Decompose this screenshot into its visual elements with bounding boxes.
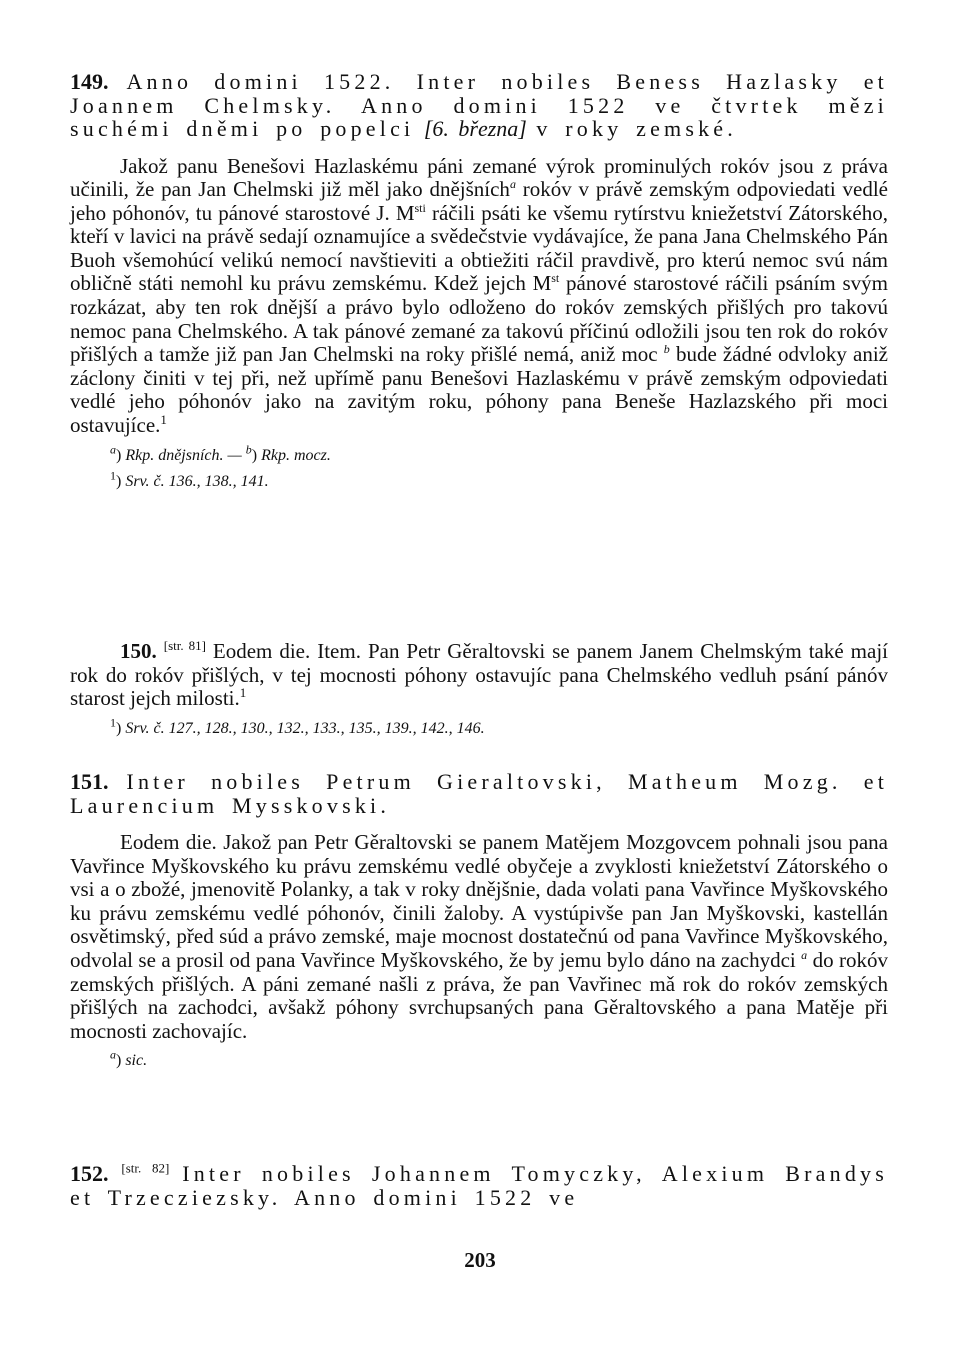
- entry-149: [70, 70, 888, 492]
- entry-150-body: [70, 640, 888, 711]
- entry-151-body: [70, 831, 888, 1043]
- body-text: rokóv v právě zemským odpoviedati vedlé jeho póhonóv, tu pánové starostové J. M: [70, 177, 889, 225]
- footnote-line: $^a$) sic.: [110, 1048, 148, 1070]
- footnote-text: sic.: [125, 1052, 148, 1070]
- body-text: ráčili psáti ke všemu rytírstvu kniežetství Zátorského, kteří v lavici na právě sedají oznamujíce a svědečstvie vydávajíce, že pana Jana Chelmského Pán Buoh všemohúcí velikú nemocí navštieviti a obtiežiti ráčil pravdivě, pro kterú nemoc svú nám obličně státi nemohl ku právu zemskému. Kdež jejch M: [70, 200, 888, 296]
- entry-number: 149.: [70, 69, 109, 94]
- entry-149-body: [70, 155, 888, 438]
- reference-mark: 1: [239, 685, 247, 701]
- footnote-text: Srv. č. 127., 128., 130., 132., 133., 135., 139., 142., 146.: [125, 719, 485, 737]
- footnote-line: $^1$) Srv. č. 127., 128., 130., 132., 133., 135., 139., 142., 146.: [110, 715, 485, 737]
- page-reference: [str. 81]: [163, 638, 206, 653]
- entry-149-heading: [70, 70, 888, 141]
- heading-date: [6. března]: [423, 116, 527, 141]
- reference-mark: 1: [160, 412, 167, 428]
- footnote-mark: b: [245, 442, 252, 457]
- entry-152: [70, 1162, 888, 1209]
- footnote-text: Rkp. dnějsních. —: [125, 446, 242, 464]
- entry-number: 150.: [120, 639, 157, 663]
- footnote-mark: a: [110, 1048, 116, 1063]
- body-text: bude žádné odvloky aniž záclony činiti v tej při, než upřímě panu Benešovi Hazlaskému v právě zemským odpoviedati vedlé jeho póhonóv jako na zavitým roku, póhony pana Beneše Hazlazského při moci ostavujíce.: [70, 342, 888, 438]
- footnote-text: Rkp. mocz.: [261, 446, 331, 464]
- entry-heading-text: Inter nobiles Petrum Gieraltovski, Matheum Mozg. et Laurencium Mysskovski.: [70, 769, 889, 818]
- page-number: 203: [464, 1248, 496, 1272]
- footnote-mark: a: [110, 442, 116, 457]
- entry-heading-tail: v roky zemské.: [536, 116, 737, 141]
- body-text: Eodem die. Item. Pan Petr Gěraltovski se panem Janem Chelmským také mají rok do rokóv přišlých, v tej mocnosti póhony ostavujíc pana Chelmského vedluh psání pánóv starost jejch milosti.: [70, 639, 888, 711]
- page-reference: [str. 82]: [121, 1160, 170, 1176]
- entry-151-heading: [70, 770, 888, 817]
- body-text: do rokóv zemských přišlých. A páni zemané našli z práva, že pan Vavřinec mǎ rok do rokóv zemských přišlých na zachodci, avšakž póhony svrchupsaných pana Gěraltovského a pana Matěje při mocnosti zachovajíc.: [70, 947, 889, 1043]
- body-text: Eodem die. Jakož pan Petr Gěraltovski se panem Matějem Mozgovcem pohnali jsou pana Vavřince Myškovského ku právu zemskému vedlé obyčeje a zvyklosti kniežetství Zátorského o vsi a o zbožé, jmenovitě Polanky, a tak v roky dnějšnie, dada volati pana Vavřince Myškovského ku právu zemskému vedlé póhonóv, činili žaloby. A vystúpivše pan Jan Myškovski, kastellán osvětimský, před súd a právo zemské, maje mocnost dostatečnú od pana Vavřince Myškovského, odvolal se a prosil od pana Vavřince Myškovského, že by jemu bylo dáno na zachydci: [70, 830, 888, 972]
- entry-number: 151.: [70, 769, 109, 794]
- entry-152-heading: [70, 1162, 888, 1209]
- abbrev-superscript: sti: [414, 200, 426, 215]
- footnote-mark: 1: [110, 468, 116, 483]
- footnote-mark: b: [663, 342, 670, 357]
- footnote-mark: a: [801, 947, 808, 962]
- entry-number: 152.: [70, 1161, 109, 1186]
- footnote-mark: 1: [110, 715, 116, 730]
- entry-150: [70, 640, 888, 739]
- entry-heading-text: Inter nobiles Johannem Tomyczky, Alexium Brandys et Trzecziezsky. Anno domini 1522 ve: [70, 1161, 888, 1210]
- body-text: Jakož panu Benešovi Hazlaskému páni zemané výrok prominulých rokóv jsou z práva učinili, že pan Jan Chelmski již měl jako dnějšních: [70, 153, 888, 202]
- footnote-text: Srv. č. 136., 138., 141.: [125, 472, 269, 490]
- footnote-line: $^1$) Srv. č. 136., 138., 141.: [110, 468, 269, 490]
- body-text: pánové starostové ráčili psáním svým rozkázat, aby ten rok dnější a právo bylo odloženo do rokóv zemských přišlých pro takovú nemoc pana Chelmského. A tak pánové zemané za takovú příčinú odložili jsou ten rok do rokóv přišlých a tamže již pan Jan Chelmski na roky přišlé nemá, aniž moc: [70, 271, 888, 367]
- footnote-mark: a: [509, 177, 516, 192]
- entry-151: [70, 770, 888, 1071]
- footnote-line: $^a$) Rkp. dnějsních. — $^b$) Rkp. mocz.: [110, 442, 331, 464]
- abbrev-superscript: st: [551, 271, 560, 286]
- entry-heading-text: Anno domini 1522. Inter nobiles Beness Hazlasky et Joannem Chelmsky. Anno domini 1522 ve čtvrtek mězi suchémi dněmi po popelci: [70, 69, 888, 141]
